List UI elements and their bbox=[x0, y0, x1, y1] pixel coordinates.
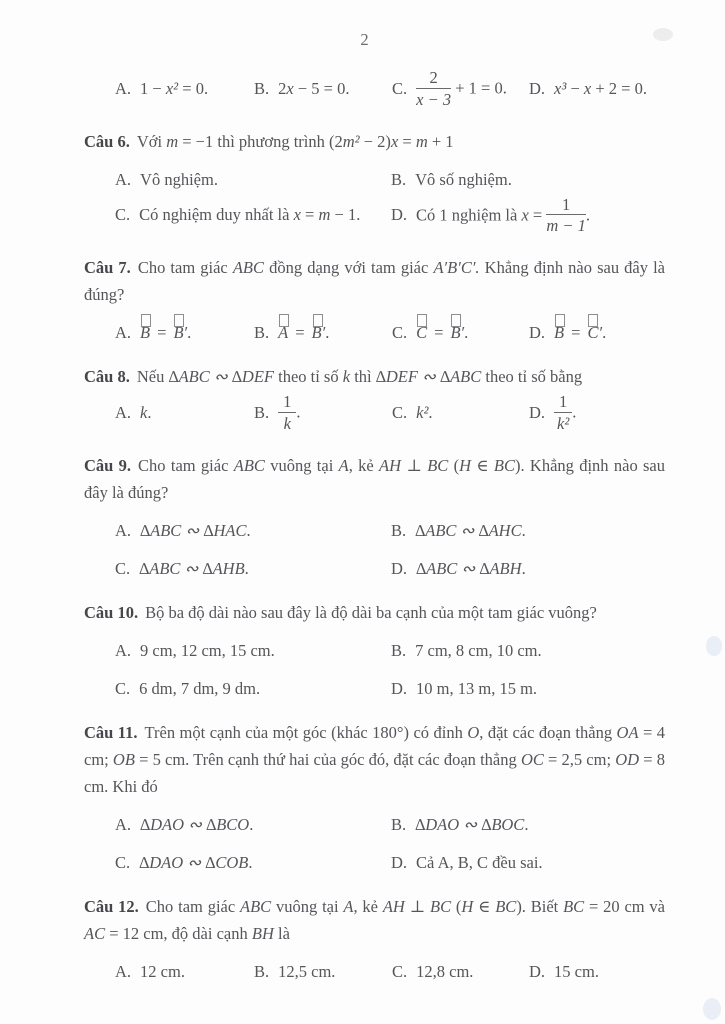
question-label: Câu 12. bbox=[84, 896, 139, 916]
option-label: D. bbox=[391, 852, 408, 872]
period: . bbox=[187, 323, 192, 343]
question-8-options-row bbox=[115, 393, 665, 435]
option-text: ∆ABC ∾ ∆AHC. bbox=[415, 520, 526, 540]
question-label: Câu 8. bbox=[84, 367, 130, 387]
option-text: . bbox=[585, 205, 591, 225]
fraction bbox=[546, 195, 586, 237]
page-number: 2 bbox=[360, 30, 369, 49]
option-label: C. bbox=[392, 323, 408, 343]
option-text: Có 1 nghiệm là x = bbox=[416, 205, 547, 225]
option-label: D. bbox=[529, 402, 546, 422]
option-text: ∆ABC ∾ ∆ABH. bbox=[416, 558, 526, 578]
option-label: B. bbox=[391, 169, 407, 189]
option-text: k². bbox=[416, 402, 433, 422]
option-text: k. bbox=[140, 402, 152, 422]
option-c bbox=[392, 319, 529, 346]
fraction-numerator: 1 bbox=[546, 195, 586, 216]
option-b bbox=[254, 958, 392, 985]
question-12-title bbox=[84, 893, 665, 947]
option-text: Có nghiệm duy nhất là x = m − 1. bbox=[139, 205, 361, 225]
option-a bbox=[115, 637, 391, 664]
question-text: Nếu ∆ABC ∾ ∆DEF theo tỉ số k thì ∆DEF ∾ ∆ABC theo tỉ số bằng bbox=[136, 367, 583, 387]
question-text: Cho tam giác ABC vuông tại A, kẻ AH ⊥ BC (H ∈ BC). Biết BC = 20 cm và AC = 12 cm, độ dài cạnh BH là bbox=[84, 896, 666, 943]
option-label: C. bbox=[392, 961, 408, 981]
option-label: B. bbox=[254, 323, 270, 343]
option-text: ∆ABC ∾ ∆HAC. bbox=[140, 520, 251, 540]
question-7-title bbox=[84, 254, 665, 308]
option-d bbox=[391, 675, 665, 702]
question-10-options-row-1 bbox=[115, 637, 665, 664]
option-label: D. bbox=[529, 78, 546, 98]
question-label: Câu 10. bbox=[84, 602, 139, 622]
period: . bbox=[572, 402, 577, 422]
question-text: Trên một cạnh của một góc (khác 180°) có đỉnh O, đặt các đoạn thẳng OA = 4 cm; OB = 5 cm. Trên cạnh thứ hai của góc đó, đặt các đoạn thẳng OC = 2,5 cm; OD = 8 cm. Khi đó bbox=[84, 722, 666, 796]
option-a bbox=[115, 399, 254, 426]
angle-hat: B′ bbox=[312, 319, 326, 346]
question-10-title bbox=[84, 599, 665, 626]
option-d bbox=[529, 958, 665, 985]
angle-hat: B′ bbox=[450, 319, 464, 346]
option-b bbox=[391, 517, 665, 544]
fraction-denominator: x − 3 bbox=[416, 89, 452, 109]
fraction-denominator: k bbox=[283, 413, 291, 433]
question-label: Câu 6. bbox=[84, 131, 130, 151]
option-b bbox=[254, 319, 392, 346]
question-9-options-row-1 bbox=[115, 517, 665, 544]
option-d bbox=[391, 849, 665, 876]
scan-artifact bbox=[703, 998, 721, 1020]
question-9-options-row-2 bbox=[115, 555, 665, 582]
option-label: D. bbox=[529, 961, 546, 981]
option-text: 15 cm. bbox=[554, 961, 599, 981]
period: . bbox=[602, 323, 607, 343]
option-label: D. bbox=[391, 205, 408, 225]
fraction-denominator: m − 1 bbox=[546, 216, 586, 236]
fraction-numerator: 1 bbox=[554, 392, 572, 413]
question-label: Câu 11. bbox=[84, 722, 138, 742]
scan-artifact bbox=[653, 28, 673, 41]
question-6-options-row-2 bbox=[115, 196, 665, 238]
question-text: Với m = −1 thì phương trình (2m² − 2)x = m + 1 bbox=[136, 131, 454, 151]
period: . bbox=[325, 323, 330, 343]
angle-hat: B bbox=[140, 319, 150, 346]
option-label: C. bbox=[392, 78, 408, 98]
question-text: Cho tam giác ABC vuông tại A, kẻ AH ⊥ BC (H ∈ BC). Khẳng định nào sau đây là đúng? bbox=[84, 455, 666, 502]
option-label: B. bbox=[391, 640, 407, 660]
option-label: C. bbox=[115, 558, 131, 578]
option-label: A. bbox=[115, 169, 132, 189]
option-c bbox=[392, 69, 529, 111]
option-d bbox=[391, 196, 665, 238]
fraction bbox=[554, 392, 572, 434]
question-10-options-row-2 bbox=[115, 675, 665, 702]
option-label: D. bbox=[391, 558, 408, 578]
equals-sign: = bbox=[157, 323, 167, 343]
option-text: ∆ABC ∾ ∆AHB. bbox=[139, 558, 249, 578]
option-d bbox=[391, 555, 665, 582]
question-7-options-row bbox=[115, 319, 665, 346]
option-text: ∆DAO ∾ ∆BOC. bbox=[415, 814, 529, 834]
option-label: C. bbox=[115, 852, 131, 872]
option-text: 9 cm, 12 cm, 15 cm. bbox=[140, 640, 275, 660]
option-label: B. bbox=[254, 78, 270, 98]
option-a bbox=[115, 517, 391, 544]
period: . bbox=[464, 323, 469, 343]
equals-sign: = bbox=[295, 323, 305, 343]
equals-sign: = bbox=[571, 323, 581, 343]
option-c bbox=[115, 555, 391, 582]
option-b bbox=[391, 637, 665, 664]
option-label: A. bbox=[115, 814, 132, 834]
option-label: A. bbox=[115, 323, 132, 343]
question-text: Cho tam giác ABC đồng dạng với tam giác A′B′C′. Khẳng định nào sau đây là đúng? bbox=[84, 258, 666, 305]
option-text: + 1 = 0. bbox=[455, 78, 507, 98]
angle-hat: C′ bbox=[587, 319, 602, 346]
angle-hat: C bbox=[416, 319, 427, 346]
option-b bbox=[391, 166, 665, 193]
option-label: C. bbox=[115, 678, 131, 698]
option-label: A. bbox=[115, 402, 132, 422]
option-b bbox=[254, 393, 392, 435]
option-label: C. bbox=[115, 205, 131, 225]
option-label: B. bbox=[391, 814, 407, 834]
angle-hat: B bbox=[554, 319, 564, 346]
option-text: 2x − 5 = 0. bbox=[278, 78, 350, 98]
option-label: D. bbox=[529, 323, 546, 343]
question-11-title bbox=[84, 719, 665, 800]
angle-hat: A bbox=[278, 319, 288, 346]
question-11-options-row-2 bbox=[115, 849, 665, 876]
option-text: 6 dm, 7 dm, 9 dm. bbox=[139, 678, 261, 698]
option-text: 1 − x² = 0. bbox=[140, 78, 209, 98]
option-d bbox=[529, 75, 665, 102]
option-label: D. bbox=[391, 678, 408, 698]
option-c bbox=[392, 399, 529, 426]
fraction-numerator: 1 bbox=[278, 392, 296, 413]
fraction-numerator: 2 bbox=[416, 68, 451, 89]
option-text: 12,8 cm. bbox=[416, 961, 474, 981]
option-label: A. bbox=[115, 520, 132, 540]
option-a bbox=[115, 958, 254, 985]
question-label: Câu 9. bbox=[84, 455, 132, 475]
fraction bbox=[416, 68, 451, 110]
question-8-title bbox=[84, 363, 665, 390]
option-text: 7 cm, 8 cm, 10 cm. bbox=[415, 640, 542, 660]
option-text: 12 cm. bbox=[140, 961, 185, 981]
option-text: ∆DAO ∾ ∆COB. bbox=[139, 852, 253, 872]
option-a bbox=[115, 75, 254, 102]
fraction bbox=[278, 392, 296, 434]
option-a bbox=[115, 319, 254, 346]
option-label: B. bbox=[254, 402, 270, 422]
option-text: Vô số nghiệm. bbox=[415, 169, 512, 189]
option-b bbox=[254, 75, 392, 102]
option-d bbox=[529, 319, 665, 346]
option-c bbox=[392, 958, 529, 985]
question-label: Câu 7. bbox=[84, 258, 131, 278]
option-b bbox=[391, 811, 665, 838]
option-a bbox=[115, 811, 391, 838]
fraction-denominator: k² bbox=[557, 413, 570, 433]
option-label: A. bbox=[115, 640, 132, 660]
option-label: A. bbox=[115, 961, 132, 981]
option-text: Vô nghiệm. bbox=[140, 169, 218, 189]
option-c bbox=[115, 201, 391, 228]
period: . bbox=[296, 402, 301, 422]
option-text: ∆DAO ∾ ∆BCO. bbox=[140, 814, 254, 834]
question-text: Bộ ba độ dài nào sau đây là độ dài ba cạnh của một tam giác vuông? bbox=[145, 602, 597, 622]
option-label: B. bbox=[254, 961, 270, 981]
option-text: 12,5 cm. bbox=[278, 961, 336, 981]
equals-sign: = bbox=[434, 323, 444, 343]
question-5-options-row bbox=[115, 69, 665, 111]
option-text: 10 m, 13 m, 15 m. bbox=[416, 678, 538, 698]
question-11-options-row-1 bbox=[115, 811, 665, 838]
option-label: C. bbox=[392, 402, 408, 422]
question-9-title bbox=[84, 452, 665, 506]
scan-artifact bbox=[706, 636, 722, 656]
option-label: A. bbox=[115, 78, 132, 98]
option-d bbox=[529, 393, 665, 435]
option-a bbox=[115, 166, 391, 193]
option-c bbox=[115, 849, 391, 876]
question-6-options-row-1 bbox=[115, 166, 665, 193]
option-text: Cả A, B, C đều sai. bbox=[416, 852, 543, 872]
question-12-options-row bbox=[115, 958, 665, 985]
option-text: x³ − x + 2 = 0. bbox=[554, 78, 647, 98]
angle-hat: B′ bbox=[173, 319, 187, 346]
option-label: B. bbox=[391, 520, 407, 540]
question-6-title bbox=[84, 128, 665, 155]
option-c bbox=[115, 675, 391, 702]
